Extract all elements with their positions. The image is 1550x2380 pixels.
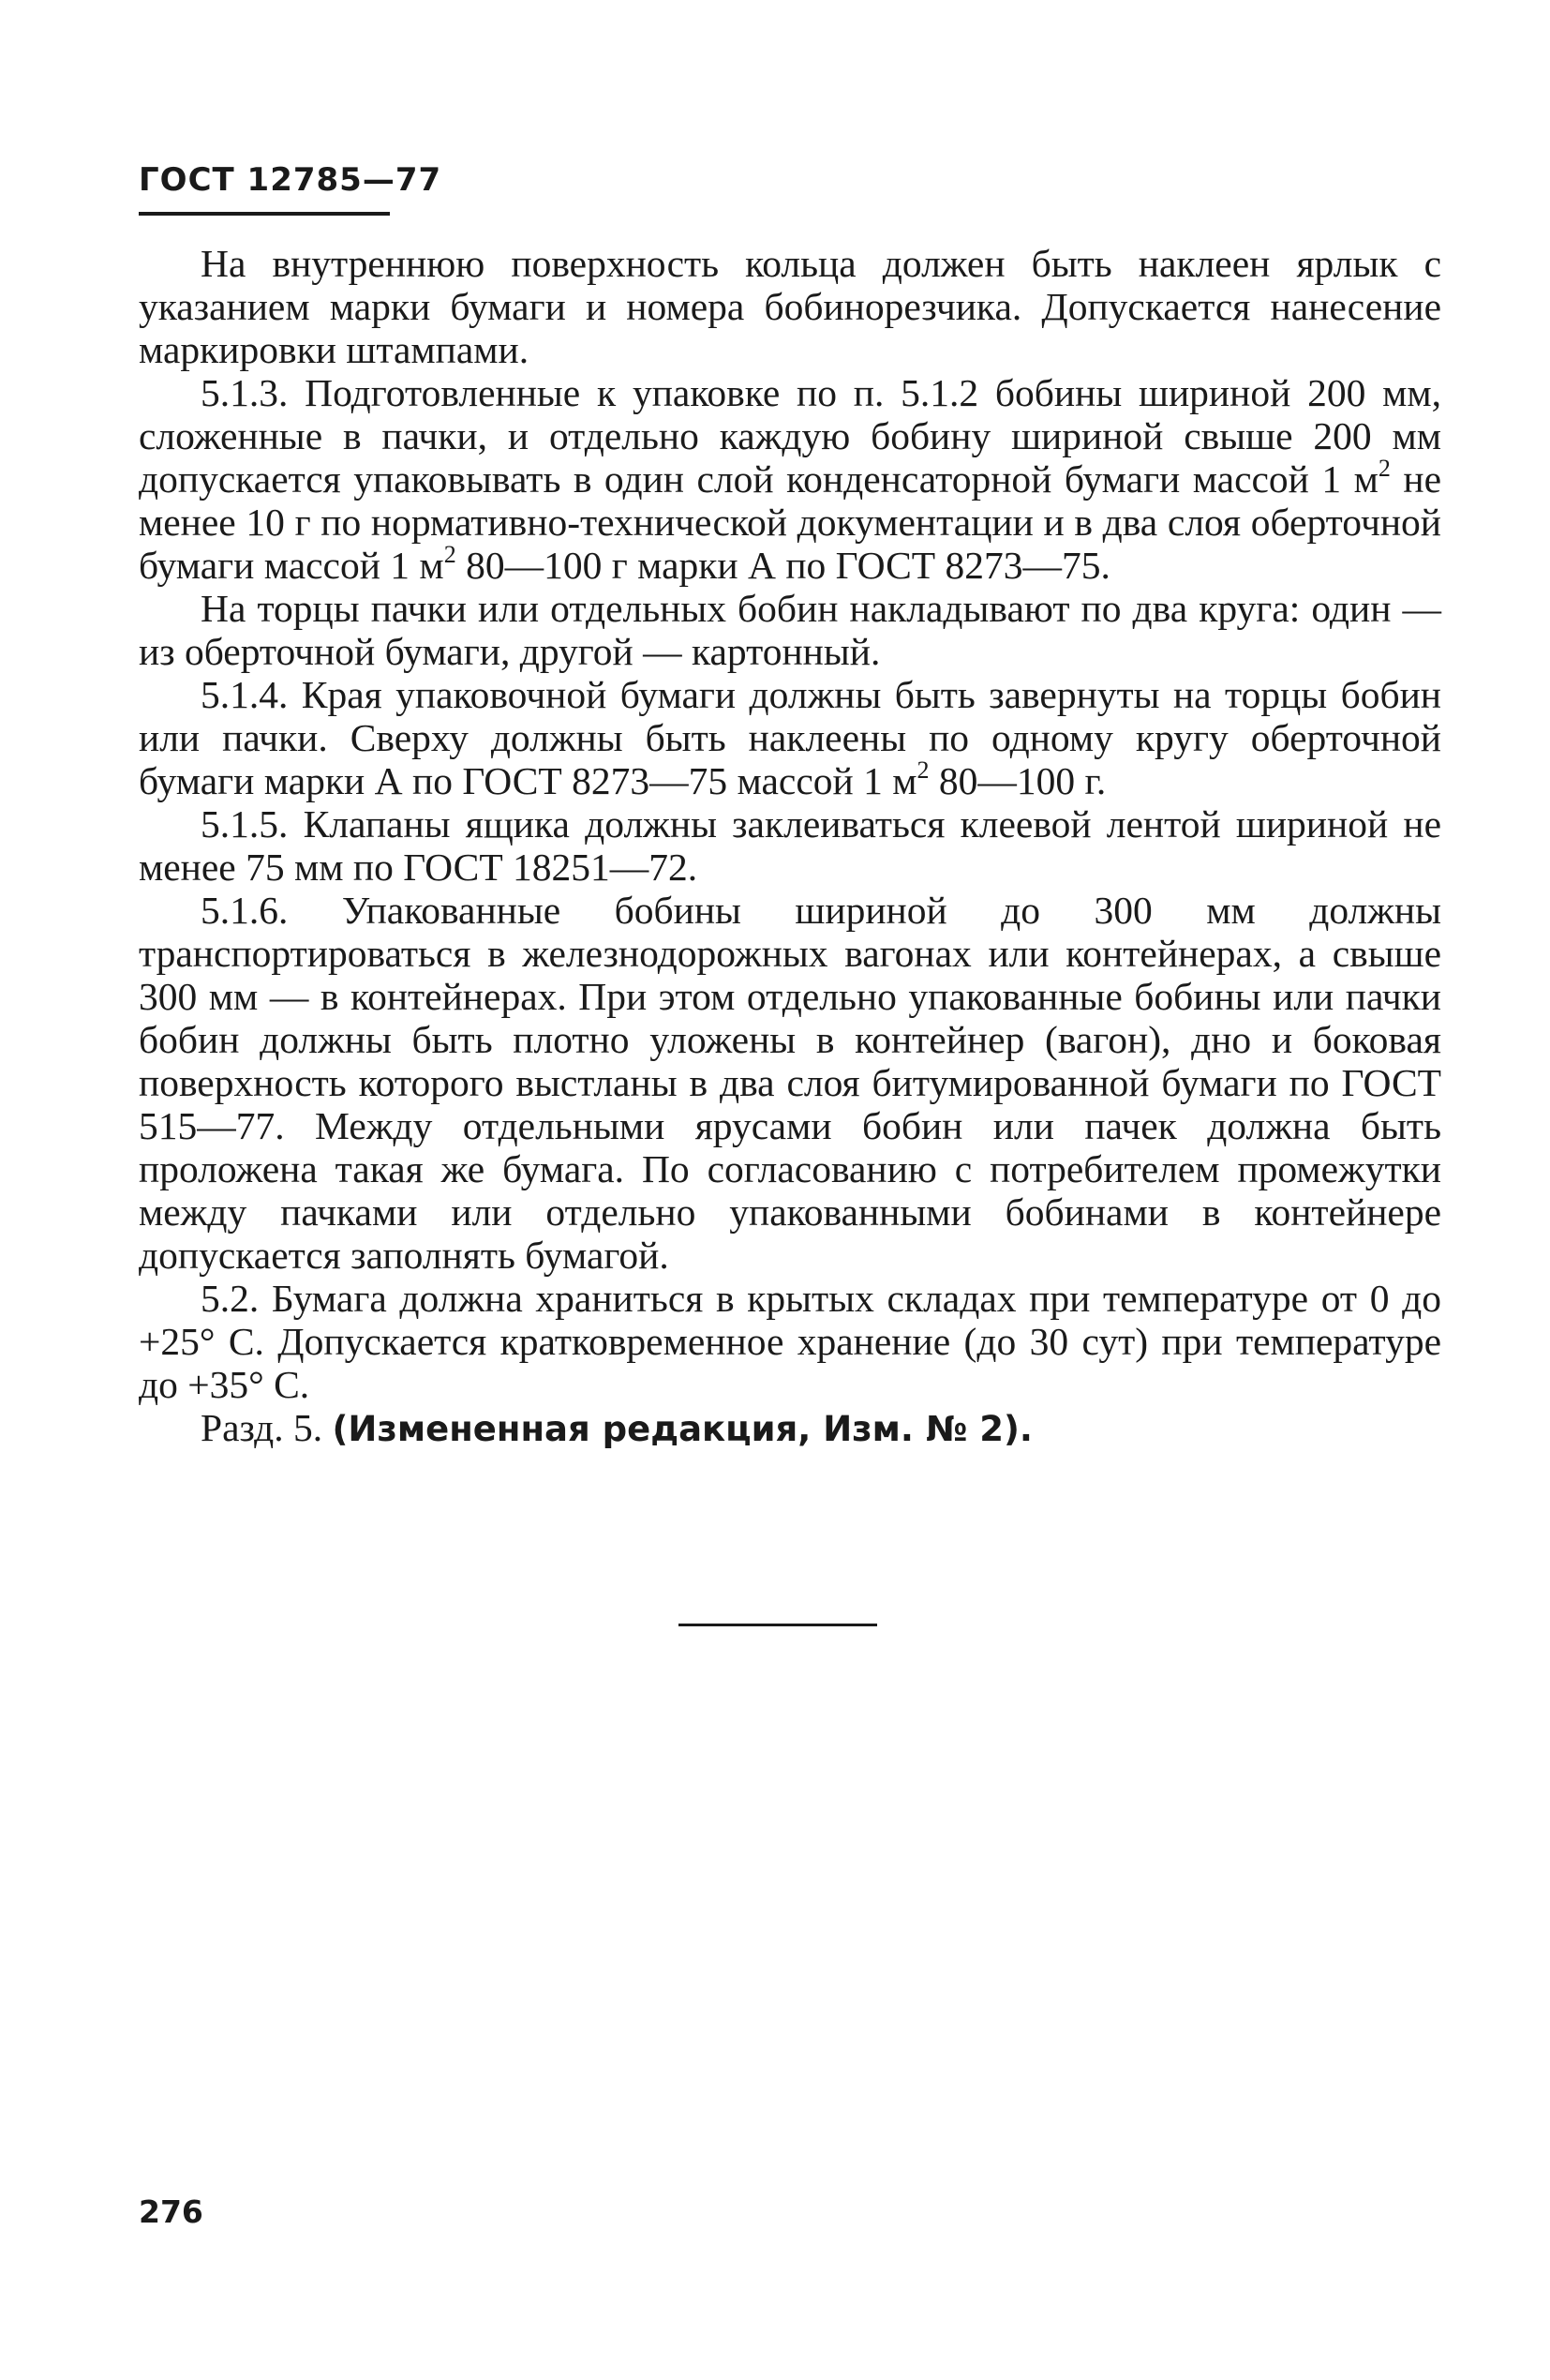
document-body bbox=[139, 242, 1441, 1451]
paragraph-5-1-3: 5.1.3. Подготовленные к упаковке по п. 5.1.2 бобины шириной 200 мм, сложенные в пачки, и отдельно каждую бобину шириной свыше 200 мм допускается упаковывать в один слой конденсаторной бумаги массой 1 $м^2$ не менее 10 г по нормативно-технической документации и в два слоя оберточной бумаги массой 1 $м^2$ 80—100 г марки А по ГОСТ 8273—75. bbox=[139, 371, 1441, 587]
paragraph-end-circles: На торцы пачки или отдельных бобин накладывают по два круга: один — из оберточной бумаги, другой — картонный. bbox=[139, 587, 1441, 673]
paragraph-5-1-5: 5.1.5. Клапаны ящика должны заклеиваться клеевой лентой шириной не менее 75 мм по ГОСТ 18251—72. bbox=[139, 802, 1441, 889]
header-rule bbox=[139, 212, 390, 216]
paragraph-amendment-note: Разд. 5. (Измененная редакция, Изм. № 2). bbox=[201, 1406, 1033, 1449]
end-rule bbox=[678, 1624, 877, 1626]
paragraph-5-1-4: 5.1.4. Края упаковочной бумаги должны быть завернуты на торцы бобин или пачки. Сверху должны быть наклеены по одному кругу оберточной бумаги марки А по ГОСТ 8273—75 массой 1 $м^2$ 80—100 г. bbox=[139, 673, 1441, 802]
page-number: 276 bbox=[139, 2193, 203, 2230]
paragraph-5-1-6: 5.1.6. Упакованные бобины шириной до 300 мм должны транспортироваться в железнодорожных вагонах или контейнерах, а свыше 300 мм — в контейнерах. При этом отдельно упакованные бобины или пачки бобин должны быть плотно уложены в контейнер (вагон), дно и боковая поверхность которого выстланы в два слоя битумированной бумаги по ГОСТ 515—77. Между отдельными ярусами бобин или пачек должна быть проложена такая же бумага. По согласованию с потребителем промежутки между пачками или отдельно упакованными бобинами в контейнере допускается заполнять бумагой. bbox=[139, 889, 1441, 1277]
paragraph-5-2: 5.2. Бумага должна храниться в крытых складах при температуре от 0 до +25° С. Допускается кратковременное хранение (до 30 сут) при температуре до +35° С. bbox=[139, 1277, 1441, 1406]
paragraph-label-ring: На внутреннюю поверхность кольца должен быть наклеен ярлык с указанием марки бумаги и номера бобинорезчика. Допускается нанесение маркировки штампами. bbox=[139, 242, 1441, 371]
document-header: ГОСТ 12785—77 bbox=[139, 161, 442, 199]
